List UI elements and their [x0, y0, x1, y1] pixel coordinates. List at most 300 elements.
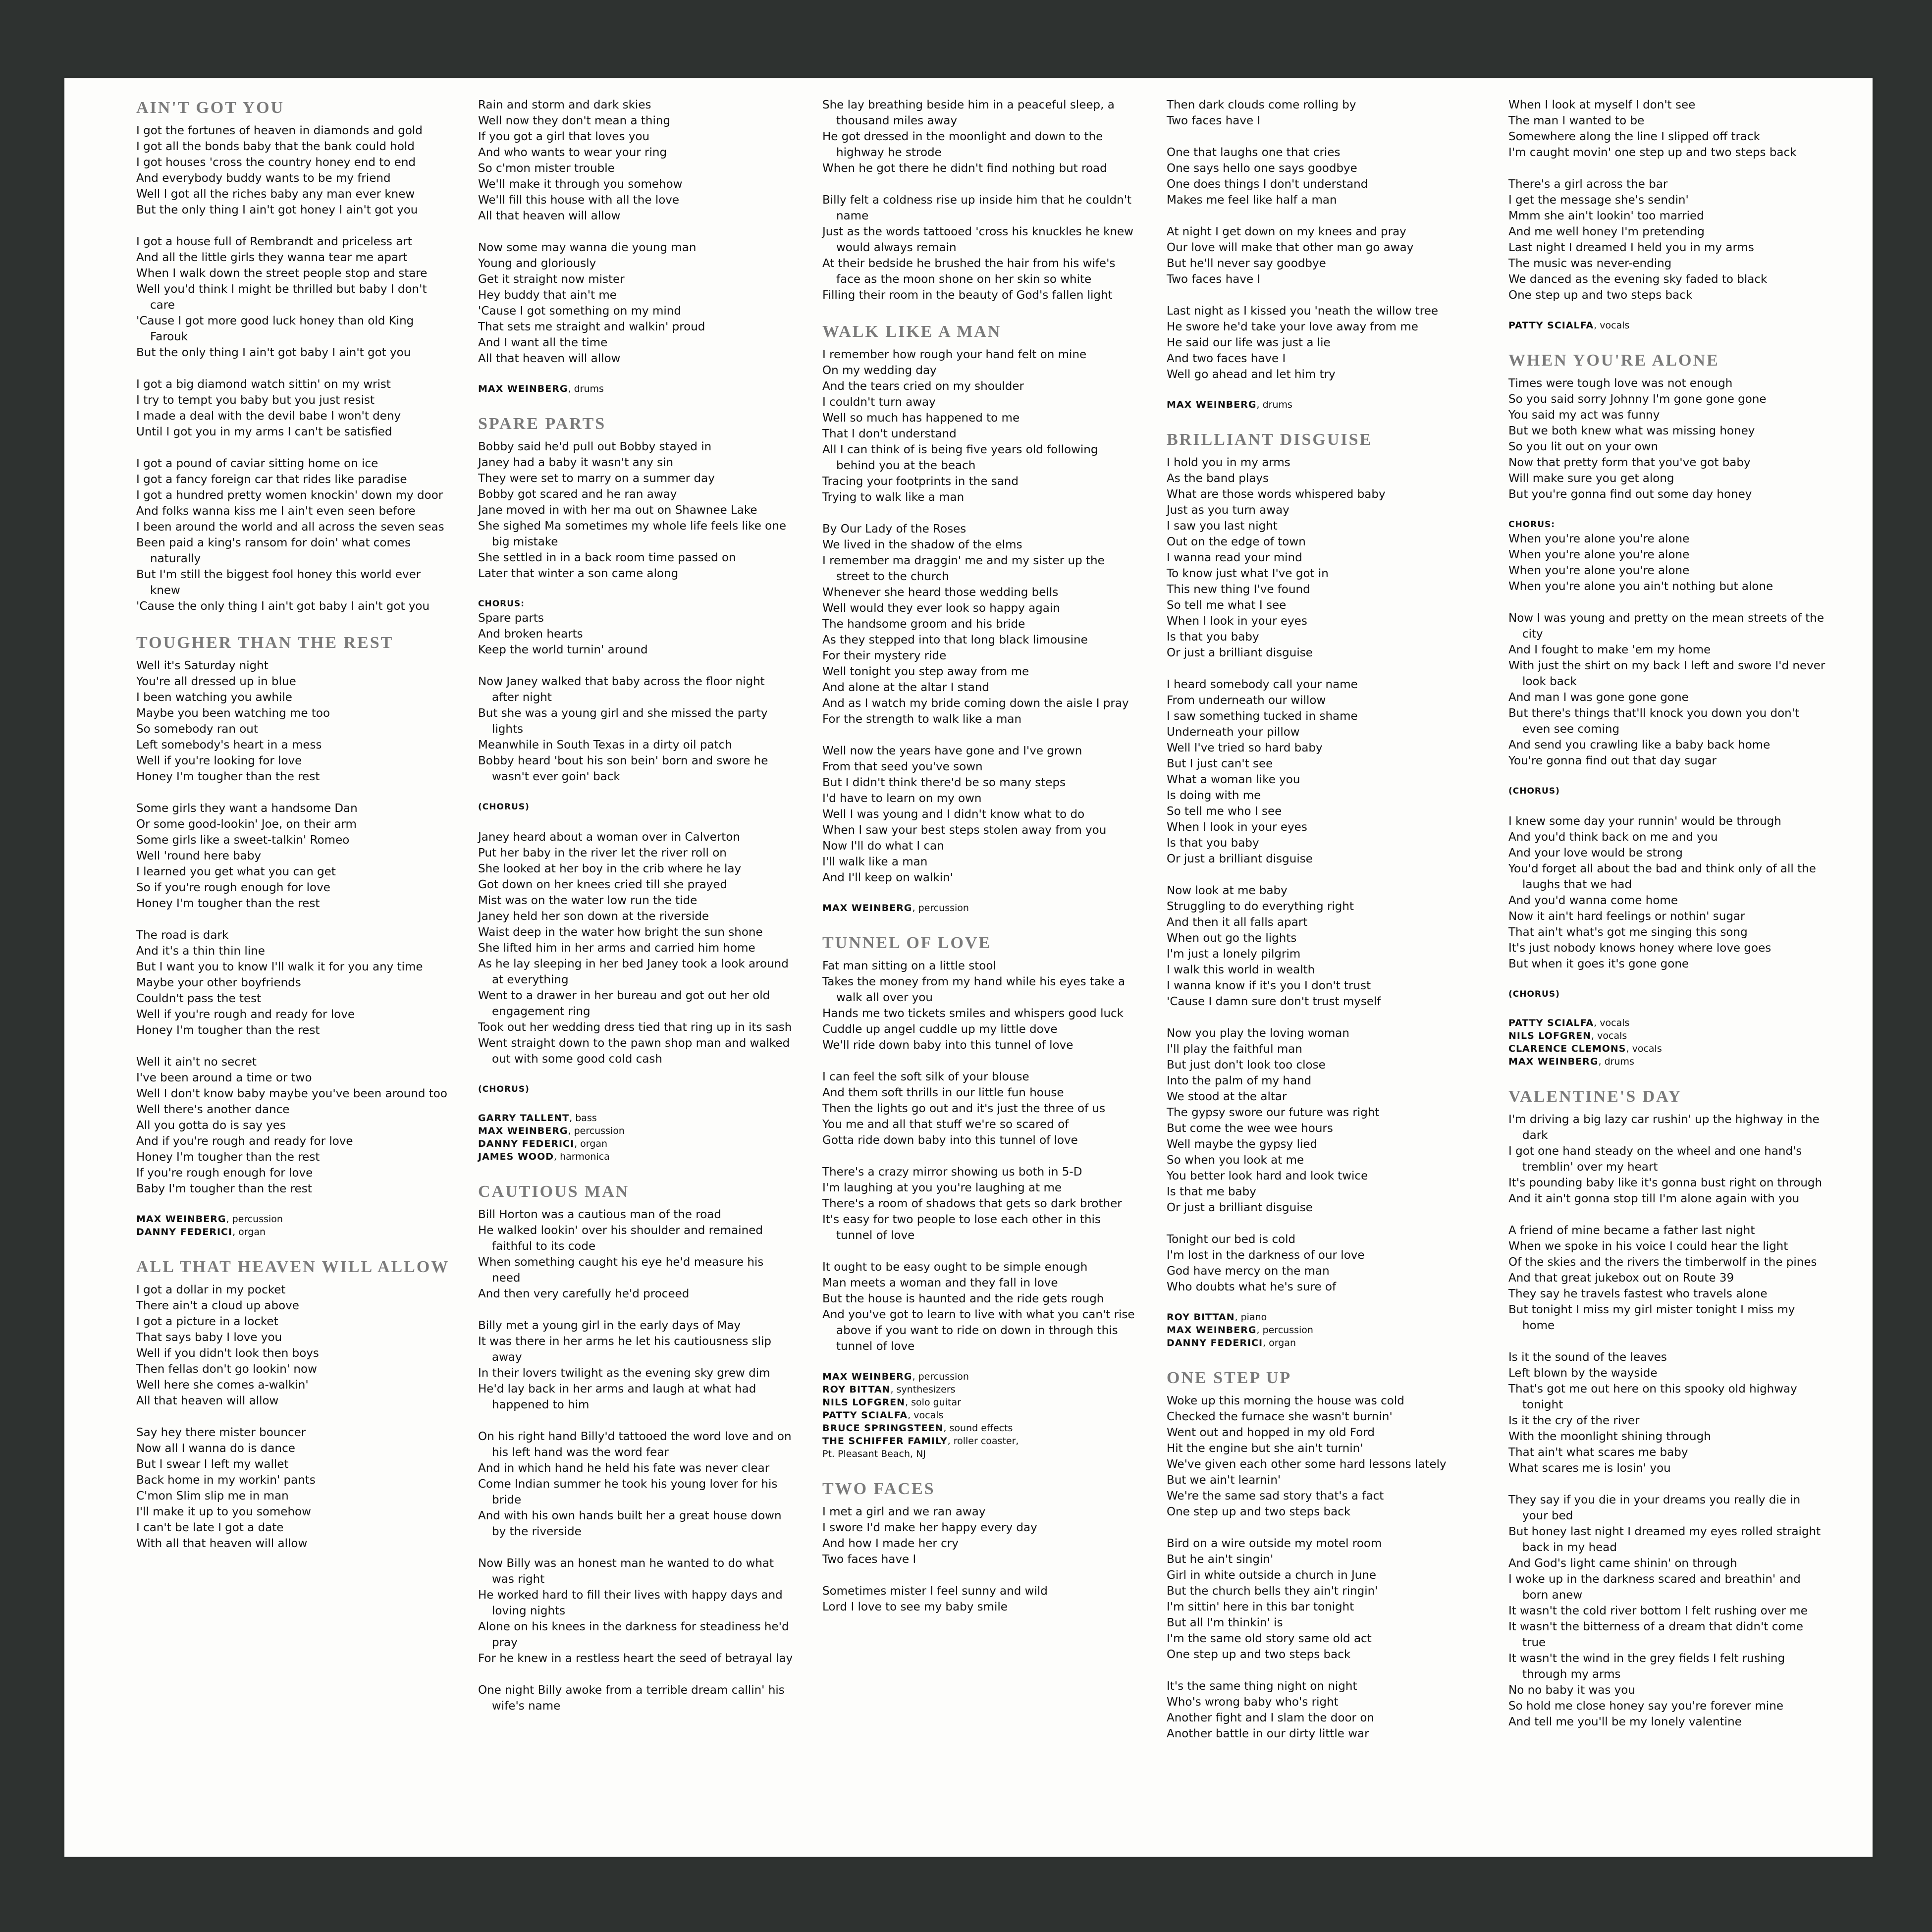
- lyric-line: Honey I'm tougher than the rest: [136, 1024, 320, 1037]
- lyric-line: I wanna know if it's you I don't trust: [1167, 979, 1371, 992]
- credit-line: MAX WEINBERG, drums: [478, 383, 604, 394]
- lyric-line: And I want all the time: [478, 336, 608, 349]
- lyric-line: One step up and two steps back: [1167, 1648, 1351, 1661]
- lyric-line: Baby I'm tougher than the rest: [136, 1182, 312, 1195]
- lyric-line: Is it the cry of the river: [1508, 1414, 1640, 1427]
- lyric-line: When I saw your best steps stolen away from you: [822, 824, 1107, 837]
- chorus-label: CHORUS:: [1508, 520, 1556, 530]
- lyric-line: Waist deep in the water how bright the sun shone: [478, 926, 763, 939]
- song-block: [478, 1181, 795, 1714]
- stanza: [136, 376, 453, 440]
- lyric-line: I'm laughing at you you're laughing at me: [822, 1181, 1062, 1194]
- musician-role: vocals: [1600, 320, 1630, 331]
- lyric-line: As the band plays: [1167, 472, 1269, 485]
- lyric-line: Checked the furnace she wasn't burnin': [1167, 1410, 1393, 1423]
- lyric-line: From that seed you've sown: [822, 760, 983, 773]
- lyric-line: I got a big diamond watch sittin' on my wrist: [136, 378, 391, 391]
- musician-name: DANNY FEDERICI: [478, 1138, 575, 1149]
- song-block: [478, 413, 795, 1163]
- lyric-line: I wanna read your mind: [1167, 551, 1302, 564]
- lyric-line: But I swear I left my wallet: [136, 1458, 289, 1471]
- credit-line: MAX WEINBERG, percussion: [478, 1126, 625, 1136]
- lyric-line: One does things I don't understand: [1167, 178, 1368, 191]
- song-title: TOUGHER THAN THE REST: [136, 634, 394, 652]
- lyric-line: All I can think of is being five years old following behind you at the beach: [822, 443, 1098, 472]
- lyric-line: I knew some day your runnin' would be through: [1508, 815, 1781, 828]
- stanza: [1508, 1223, 1825, 1334]
- lyric-line: All that heaven will allow: [136, 1395, 279, 1407]
- musician-role: organ: [238, 1227, 266, 1237]
- lyric-line: Last night I dreamed I held you in my arms: [1508, 241, 1754, 254]
- lyric-line: Maybe you been watching me too: [136, 707, 330, 720]
- lyric-line: Sometimes mister I feel sunny and wild: [822, 1585, 1048, 1598]
- lyric-line: But the house is haunted and the ride gets rough: [822, 1292, 1104, 1305]
- lyric-line: A friend of mine became a father last night: [1508, 1224, 1755, 1237]
- lyric-line: Well there's another dance: [136, 1103, 290, 1116]
- lyric-line: I'll play the faithful man: [1167, 1043, 1302, 1056]
- lyric-line: The road is dark: [136, 929, 229, 942]
- lyric-line: That says baby I love you: [136, 1331, 282, 1344]
- lyric-line: And as I watch my bride coming down the aisle I pray: [822, 697, 1129, 710]
- musician-role: vocals: [913, 1410, 944, 1421]
- musician-credits: [1508, 1017, 1825, 1068]
- musician-name: MAX WEINBERG: [1167, 399, 1257, 410]
- lyric-line: But we ain't learnin': [1167, 1474, 1281, 1487]
- stanza: [1508, 1492, 1825, 1730]
- lyric-line: And if you're rough and ready for love: [136, 1135, 353, 1148]
- musician-role: harmonica: [560, 1151, 610, 1162]
- lyric-line: Woke up this morning the house was cold: [1167, 1395, 1404, 1407]
- credit-line: PATTY SCIALFA, vocals: [1508, 1018, 1630, 1028]
- lyric-line: Two faces have I: [1167, 273, 1261, 286]
- song-title: BRILLIANT DISGUISE: [1167, 430, 1373, 449]
- lyric-line: Filling their room in the beauty of God's fallen light: [822, 289, 1113, 302]
- lyric-line: The handsome groom and his bride: [822, 618, 1025, 631]
- song-title: TUNNEL OF LOVE: [822, 934, 992, 952]
- credit-line: MAX WEINBERG, percussion: [1167, 1325, 1313, 1336]
- lyric-line: But there's things that'll knock you down you don't even see coming: [1508, 707, 1800, 736]
- credit-line: JAMES WOOD, harmonica: [478, 1151, 610, 1162]
- lyric-line: But I just can't see: [1167, 757, 1273, 770]
- lyric-line: Makes me feel like half a man: [1167, 194, 1337, 207]
- lyric-line: Well you'd think I might be thrilled but baby I don't care: [136, 283, 427, 312]
- lyric-line: Bird on a wire outside my motel room: [1167, 1537, 1382, 1550]
- lyric-line: And folks wanna kiss me I ain't even seen before: [136, 505, 416, 518]
- stanza: [136, 234, 453, 361]
- lyric-line: So c'mon mister trouble: [478, 162, 615, 175]
- musician-name: THE SCHIFFER FAMILY: [822, 1436, 948, 1447]
- lyric-line: Now Janey walked that baby across the floor night after night: [478, 675, 765, 704]
- lyric-line: That ain't what's got me singing this song: [1508, 926, 1748, 939]
- lyric-line: When you're alone you're alone: [1508, 533, 1690, 545]
- lyric-line: There's a girl across the bar: [1508, 178, 1668, 191]
- lyric-line: Cuddle up angel cuddle up my little dove: [822, 1023, 1058, 1036]
- lyric-line: Maybe your other boyfriends: [136, 976, 301, 989]
- musician-name: NILS LOFGREN: [1508, 1030, 1592, 1041]
- lyric-line: And me well honey I'm pretending: [1508, 225, 1705, 238]
- musician-name: DANNY FEDERICI: [1167, 1338, 1263, 1348]
- lyric-line: Then dark clouds come rolling by: [1167, 99, 1356, 111]
- lyric-line: One that laughs one that cries: [1167, 146, 1341, 159]
- lyric-line: Janey heard about a woman over in Calverton: [478, 831, 740, 844]
- lyric-line: I got houses 'cross the country honey end to end: [136, 156, 416, 169]
- musician-name: MAX WEINBERG: [1167, 1325, 1257, 1336]
- lyric-line: And you've got to learn to live with what you can't rise above if you want to ride on down in through this tunnel of love: [822, 1308, 1135, 1353]
- lyric-line: This new thing I've found: [1167, 583, 1310, 596]
- musician-name: PATTY SCIALFA: [1508, 320, 1594, 331]
- stanza: [822, 1583, 1139, 1615]
- lyric-line: I'm just a lonely pilgrim: [1167, 948, 1301, 961]
- song-title: CAUTIOUS MAN: [478, 1182, 630, 1201]
- lyric-line: God have mercy on the man: [1167, 1265, 1330, 1278]
- credit-line: GARRY TALLENT, bass: [478, 1113, 597, 1124]
- lyric-line: Well so much has happened to me: [822, 412, 1020, 425]
- lyric-line: When you're alone you're alone: [1508, 564, 1690, 577]
- lyric-line: One says hello one says goodbye: [1167, 162, 1357, 175]
- lyric-line: And two faces have I: [1167, 352, 1286, 365]
- lyric-line: Whenever she heard those wedding bells: [822, 586, 1059, 599]
- musician-role: vocals: [1597, 1030, 1627, 1041]
- lyric-line: Bill Horton was a cautious man of the road: [478, 1208, 721, 1221]
- lyric-line: Left blown by the wayside: [1508, 1367, 1658, 1380]
- stanza: [822, 958, 1139, 1053]
- musician-name: CLARENCE CLEMONS: [1508, 1043, 1626, 1054]
- musician-name: DANNY FEDERICI: [136, 1227, 233, 1237]
- lyric-line: And you'd wanna come home: [1508, 894, 1678, 907]
- musician-name: MAX WEINBERG: [478, 1126, 568, 1136]
- stanza: [478, 97, 795, 224]
- chorus-label: CHORUS:: [478, 599, 525, 609]
- lyric-line: And alone at the altar I stand: [822, 681, 990, 694]
- stanza: [136, 123, 453, 218]
- lyric-line: Into the palm of my hand: [1167, 1074, 1312, 1087]
- musician-role: Pt. Pleasant Beach, NJ: [822, 1449, 926, 1459]
- lyric-line: But I want you to know I'll walk it for you any time: [136, 961, 423, 973]
- lyric-line: Bobby got scared and he ran away: [478, 488, 677, 501]
- lyric-line: It wasn't the bitterness of a dream that didn't come true: [1508, 1620, 1804, 1649]
- lyric-line: When you're alone you ain't nothing but alone: [1508, 580, 1773, 593]
- lyric-line: But come the wee wee hours: [1167, 1122, 1333, 1135]
- lyric-line: Well here she comes a-walkin': [136, 1379, 309, 1392]
- lyric-line: Billy felt a coldness rise up inside him that he couldn't name: [822, 194, 1132, 222]
- lyric-line: And it ain't gonna stop till I'm alone again with you: [1508, 1192, 1800, 1205]
- song-block: [1167, 429, 1484, 1349]
- lyric-line: For the strength to walk like a man: [822, 713, 1022, 726]
- musician-credits: [822, 1370, 1139, 1460]
- lyric-line: Went to a drawer in her bureau and got out her old engagement ring: [478, 989, 770, 1018]
- column-3: [822, 97, 1139, 1631]
- lyric-line: Of the skies and the rivers the timberwolf in the pines: [1508, 1256, 1817, 1269]
- musician-role: drums: [574, 383, 604, 394]
- song-block: [136, 97, 453, 614]
- lyric-line: And you'd think back on me and you: [1508, 831, 1718, 844]
- lyric-line: Underneath your pillow: [1167, 726, 1300, 739]
- lyric-line: I got a pound of caviar sitting home on ice: [136, 457, 378, 470]
- lyric-line: Some girls like a sweet-talkin' Romeo: [136, 834, 350, 847]
- lyric-line: Two faces have I: [1167, 114, 1261, 127]
- lyric-line: Jane moved in with her ma out on Shawnee Lake: [478, 504, 757, 517]
- lyric-line: Hey buddy that ain't me: [478, 289, 617, 302]
- stanza: [136, 658, 453, 785]
- musician-role: roller coaster,: [953, 1436, 1019, 1447]
- lyric-line: For their mystery ride: [822, 649, 947, 662]
- stanza: [1167, 145, 1484, 208]
- musician-role: percussion: [1262, 1325, 1313, 1336]
- lyric-line: Say hey there mister bouncer: [136, 1426, 306, 1439]
- lyric-line: What scares me is losin' you: [1508, 1462, 1671, 1475]
- lyric-line: You me and all that stuff we're so scared of: [822, 1118, 1069, 1131]
- stanza: [1508, 176, 1825, 303]
- lyric-line: It's the same thing night on night: [1167, 1680, 1357, 1693]
- lyric-line: I got one hand steady on the wheel and one hand's tremblin' over my heart: [1508, 1145, 1802, 1174]
- lyric-line: The gypsy swore our future was right: [1167, 1106, 1380, 1119]
- lyric-line: Now I'll do what I can: [822, 840, 944, 853]
- stanza: [822, 1069, 1139, 1148]
- lyric-line: If you got a girl that loves you: [478, 130, 650, 143]
- lyric-line: The music was never-ending: [1508, 257, 1672, 270]
- lyric-line: When I look in your eyes: [1167, 821, 1307, 834]
- stanza: [478, 1556, 795, 1666]
- lyric-line: Gotta ride down baby into this tunnel of love: [822, 1134, 1078, 1147]
- lyric-line: The man I wanted to be: [1508, 114, 1645, 127]
- musician-role: percussion: [918, 1371, 969, 1382]
- stanza: [136, 801, 453, 912]
- lyric-line: Tonight our bed is cold: [1167, 1233, 1296, 1246]
- lyric-line: Well now they don't mean a thing: [478, 114, 671, 127]
- lyric-line: And I fought to make 'em my home: [1508, 644, 1711, 656]
- lyric-line: As they stepped into that long black limousine: [822, 634, 1088, 646]
- lyric-line: One step up and two steps back: [1167, 1505, 1351, 1518]
- song-title: AIN'T GOT YOU: [136, 99, 285, 117]
- lyric-line: He worked hard to fill their lives with happy days and loving nights: [478, 1589, 783, 1617]
- lyric-line: There's a crazy mirror showing us both in 5-D: [822, 1166, 1082, 1179]
- lyric-line: We'll make it through you somehow: [478, 178, 683, 191]
- lyric-line: He walked lookin' over his shoulder and remained faithful to its code: [478, 1224, 763, 1253]
- musician-role: piano: [1240, 1312, 1267, 1323]
- lyric-line: No no baby it was you: [1508, 1684, 1635, 1697]
- musician-role: organ: [1269, 1338, 1296, 1348]
- lyric-line: From underneath our willow: [1167, 694, 1326, 707]
- stanza: [1508, 97, 1825, 161]
- musician-credits: [478, 1112, 795, 1163]
- credit-line: MAX WEINBERG, drums: [1508, 1056, 1634, 1067]
- lyric-line: And in which hand he held his fate was never clear: [478, 1462, 770, 1475]
- lyric-line: He got dressed in the moonlight and down to the highway he strode: [822, 130, 1103, 159]
- lyric-line: Well maybe the gypsy lied: [1167, 1138, 1318, 1151]
- musician-role: percussion: [574, 1126, 625, 1136]
- stanza: [1508, 1349, 1825, 1476]
- musician-role: sound effects: [949, 1423, 1013, 1434]
- lyric-line: 'Cause I got something on my mind: [478, 305, 681, 318]
- musician-name: MAX WEINBERG: [822, 903, 912, 913]
- lyric-line: Lord I love to see my baby smile: [822, 1601, 1008, 1613]
- lyric-line: There ain't a cloud up above: [136, 1299, 299, 1312]
- lyric-line: I been around the world and all across the seven seas: [136, 521, 444, 534]
- lyric-line: Janey held her son down at the riverside: [478, 910, 709, 923]
- musician-credits: [1167, 398, 1484, 411]
- lyric-line: They say if you die in your dreams you really die in your bed: [1508, 1494, 1801, 1522]
- lyric-line: So hold me close honey say you're forever mine: [1508, 1700, 1783, 1713]
- credit-line: NILS LOFGREN, solo guitar: [822, 1397, 961, 1408]
- lyric-line: Young and gloriously: [478, 257, 596, 270]
- lyric-line: I saw you last night: [1167, 520, 1278, 533]
- lyric-line: Well go ahead and let him try: [1167, 368, 1336, 381]
- song-title: SPARE PARTS: [478, 415, 606, 433]
- lyric-line: Last night as I kissed you 'neath the willow tree: [1167, 305, 1439, 318]
- stanza: [1167, 224, 1484, 287]
- lyric-line: But tonight I miss my girl mister tonight I miss my home: [1508, 1303, 1795, 1332]
- lyric-line: Now it ain't hard feelings or nothin' sugar: [1508, 910, 1745, 923]
- lyric-line: Honey I'm tougher than the rest: [136, 897, 320, 910]
- lyric-line: And that great jukebox out on Route 39: [1508, 1272, 1734, 1285]
- lyric-line: You're all dressed up in blue: [136, 675, 296, 688]
- lyric-line: So tell me what I see: [1167, 599, 1287, 612]
- lyric-line: Come Indian summer he took his young lover for his bride: [478, 1478, 778, 1506]
- lyric-line: Janey had a baby it wasn't any sin: [478, 456, 674, 469]
- lyric-line: Spare parts: [478, 612, 544, 625]
- lyric-line: But when it goes it's gone gone: [1508, 958, 1689, 970]
- credit-line: MAX WEINBERG, percussion: [136, 1214, 283, 1225]
- lyric-line: At their bedside he brushed the hair from his wife's face as the moon shone on her skin so white: [822, 257, 1116, 286]
- musician-role: percussion: [232, 1214, 283, 1225]
- lyric-line: And it's a thin thin line: [136, 945, 265, 958]
- musician-name: MAX WEINBERG: [478, 383, 568, 394]
- lyric-line: One night Billy awoke from a terrible dream callin' his wife's name: [478, 1684, 785, 1713]
- lyric-line: Somewhere along the line I slipped off track: [1508, 130, 1760, 143]
- lyric-line: Takes the money from my hand while his eyes take a walk all over you: [822, 975, 1126, 1004]
- stanza: [478, 240, 795, 367]
- lyric-line: But all I'm thinkin' is: [1167, 1616, 1283, 1629]
- lyric-line: Mmm she ain't lookin' too married: [1508, 210, 1704, 222]
- lyric-line: Man meets a woman and they fall in love: [822, 1277, 1058, 1289]
- lyric-line: Got down on her knees cried till she prayed: [478, 878, 728, 891]
- musician-name: BRUCE SPRINGSTEEN: [822, 1423, 944, 1434]
- lyric-line: Alone on his knees in the darkness for steadiness he'd pray: [478, 1620, 789, 1649]
- stanza: [478, 1682, 795, 1714]
- song-block: [1167, 1367, 1484, 1742]
- song-title: WALK LIKE A MAN: [822, 322, 1002, 341]
- column-1: [136, 97, 453, 1567]
- lyric-line: She settled in in a back room time passed on: [478, 551, 736, 564]
- lyric-line: And them soft thrills in our little fun house: [822, 1086, 1064, 1099]
- chorus-label: (CHORUS): [1508, 989, 1560, 999]
- lyric-line: I'm lost in the darkness of our love: [1167, 1249, 1365, 1262]
- musician-credits: [1167, 1311, 1484, 1349]
- lyric-line: I'm the same old story same old act: [1167, 1632, 1372, 1645]
- lyric-line: But she was a young girl and she missed the party lights: [478, 707, 768, 736]
- musician-name: PATTY SCIALFA: [822, 1410, 908, 1421]
- song-block: [478, 97, 795, 395]
- lyric-line: Billy met a young girl in the early days of May: [478, 1319, 741, 1332]
- lyric-line: He'd lay back in her arms and laugh at what had happened to him: [478, 1383, 756, 1411]
- lyric-line: I saw something tucked in shame: [1167, 710, 1358, 723]
- lyric-line: With all that heaven will allow: [136, 1537, 308, 1550]
- lyric-line: So somebody ran out: [136, 723, 258, 736]
- stanza: [822, 97, 1139, 176]
- lyric-line: Fat man sitting on a little stool: [822, 960, 996, 972]
- credit-line: THE SCHIFFER FAMILY, roller coaster,: [822, 1436, 1019, 1447]
- lyric-line: And who wants to wear your ring: [478, 146, 667, 159]
- lyric-line: Two faces have I: [822, 1553, 916, 1566]
- stanza: [822, 521, 1139, 727]
- lyric-line: But you're gonna find out some day honey: [1508, 488, 1752, 501]
- lyric-line: When he got there he didn't find nothing but road: [822, 162, 1107, 175]
- stanza: [478, 597, 795, 658]
- lyric-line: Bobby said he'd pull out Bobby stayed in: [478, 440, 712, 453]
- stanza: [822, 1259, 1139, 1354]
- lyric-line: So you lit out on your own: [1508, 440, 1659, 453]
- lyric-line: But the only thing I ain't got honey I ain't got you: [136, 204, 418, 216]
- song-block: [1508, 97, 1825, 332]
- lyric-line: So you said sorry Johnny I'm gone gone gone: [1508, 393, 1767, 406]
- stanza: [136, 1054, 453, 1197]
- lyric-line: It wasn't the cold river bottom I felt rushing over me: [1508, 1605, 1808, 1617]
- lyric-line: Went out and hopped in my old Ford: [1167, 1426, 1375, 1439]
- lyric-line: And then very carefully he'd proceed: [478, 1288, 690, 1300]
- stanza: [478, 439, 795, 582]
- lyric-line: Then the lights go out and it's just the three of us: [822, 1102, 1106, 1115]
- lyric-line: At night I get down on my knees and pray: [1167, 225, 1406, 238]
- stanza: [1167, 1678, 1484, 1742]
- lyric-line: If you're rough enough for love: [136, 1167, 313, 1180]
- stanza: [478, 1429, 795, 1540]
- lyric-line: For he knew in a restless heart the seed of betrayal lay: [478, 1652, 793, 1665]
- credit-line: NILS LOFGREN, vocals: [1508, 1030, 1627, 1041]
- lyric-line: Struggling to do everything right: [1167, 900, 1354, 913]
- stanza: [478, 1083, 795, 1096]
- song-block: [822, 1478, 1139, 1615]
- credit-line: [822, 1448, 1139, 1460]
- lyric-line: With just the shirt on my back I left and swore I'd never look back: [1508, 659, 1825, 688]
- musician-role: percussion: [918, 903, 969, 913]
- lyric-line: I got a picture in a locket: [136, 1315, 278, 1328]
- song-block: [136, 1256, 453, 1552]
- stanza: [136, 1425, 453, 1552]
- lyric-line: But I didn't think there'd be so many steps: [822, 776, 1066, 789]
- lyric-line: She looked at her boy in the crib where he lay: [478, 862, 742, 875]
- musician-role: drums: [1262, 399, 1292, 410]
- lyric-line: 'Cause I got more good luck honey than old King Farouk: [136, 315, 414, 343]
- lyric-sheet: [64, 78, 1873, 1857]
- musician-name: ROY BITTAN: [1167, 1312, 1235, 1323]
- lyric-line: So when you look at me: [1167, 1154, 1304, 1167]
- lyric-line: Now I was young and pretty on the mean streets of the city: [1508, 612, 1825, 641]
- lyric-line: Well I've tried so hard baby: [1167, 742, 1323, 754]
- lyric-line: I got a house full of Rembrandt and priceless art: [136, 235, 412, 248]
- lyric-line: Well if you're rough and ready for love: [136, 1008, 355, 1021]
- stanza: [1167, 455, 1484, 661]
- lyric-line: Now all I wanna do is dance: [136, 1442, 295, 1455]
- musician-role: vocals: [1632, 1043, 1662, 1054]
- lyric-line: C'mon Slim slip me in man: [136, 1490, 289, 1503]
- lyric-line: And all the little girls they wanna tear me apart: [136, 251, 408, 264]
- lyric-line: You better look hard and look twice: [1167, 1170, 1368, 1182]
- lyric-line: Our love will make that other man go away: [1167, 241, 1414, 254]
- song-block: [822, 97, 1139, 303]
- stanza: [822, 1504, 1139, 1567]
- song-block: [1508, 1086, 1825, 1730]
- lyric-line: Rain and storm and dark skies: [478, 99, 651, 111]
- lyric-line: As he lay sleeping in her bed Janey took a look around at everything: [478, 958, 789, 986]
- musician-name: PATTY SCIALFA: [1508, 1018, 1594, 1028]
- lyric-line: Hit the engine but she ain't turnin': [1167, 1442, 1363, 1455]
- stanza: [1508, 988, 1825, 1001]
- lyric-line: So tell me who I see: [1167, 805, 1282, 818]
- lyric-line: When out go the lights: [1167, 932, 1297, 945]
- song-title: VALENTINE'S DAY: [1508, 1087, 1682, 1106]
- musician-role: drums: [1604, 1056, 1634, 1067]
- lyric-line: I woke up in the darkness scared and breathin' and born anew: [1508, 1573, 1801, 1602]
